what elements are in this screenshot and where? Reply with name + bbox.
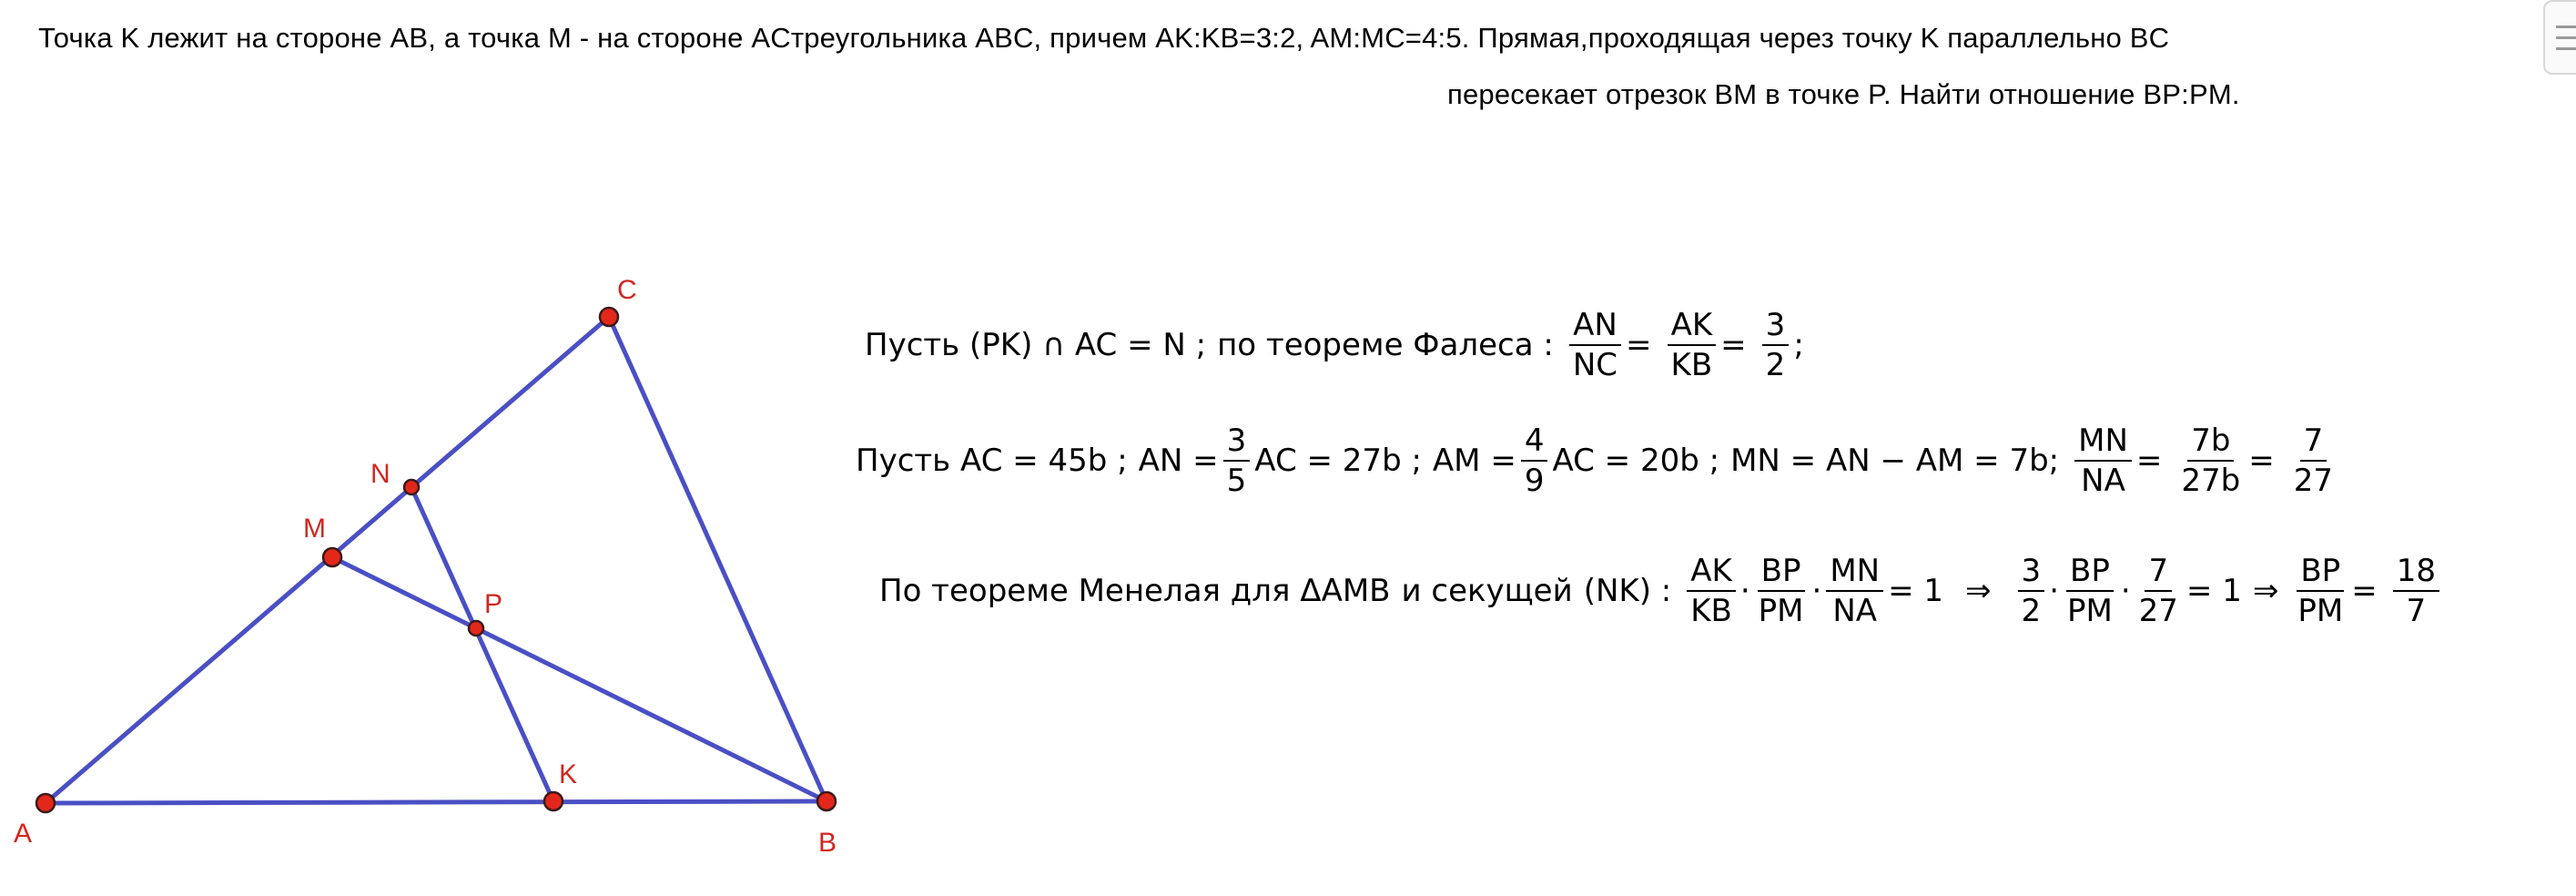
equals-sign: = <box>2351 573 2378 609</box>
dot-operator: · <box>1811 573 1822 609</box>
formula-text: По теореме Менелая для ΔAMB <box>879 573 1391 609</box>
fraction-7-27: $\frac{7}{27}$ <box>2138 553 2178 629</box>
formula-thales <box>865 306 1804 384</box>
fraction-ak-kb: $\frac{AK}{KB}$ <box>1687 552 1736 630</box>
label-p: P <box>484 589 503 619</box>
problem-text-line-1: Точка K лежит на стороне AB, а точка M - на стороне ACтреугольника ABC, причем AK:KB=3:2, AM:MC=4:5. Прямая,проходящая через точку K параллельно BC <box>38 22 2170 54</box>
point-b[interactable] <box>817 792 836 810</box>
fraction-ak-kb: $\frac{AK}{KB}$ <box>1668 306 1717 384</box>
point-a[interactable] <box>36 794 55 812</box>
label-m: M <box>303 514 326 544</box>
semicolon: ; <box>1793 327 1804 363</box>
equals-one: = 1 <box>1888 573 1944 609</box>
point-m[interactable] <box>323 548 341 566</box>
point-c[interactable] <box>600 308 618 326</box>
menu-icon-bar <box>2556 47 2576 50</box>
equals-one: = 1 <box>2186 573 2242 609</box>
point-k[interactable] <box>544 792 563 810</box>
point-n[interactable] <box>404 480 419 494</box>
fraction-3-2: $\frac{3}{2}$ <box>2018 552 2045 630</box>
fraction-bp-pm: $\frac{BP}{PM}$ <box>1758 553 1804 629</box>
triangle-diagram <box>0 0 874 896</box>
label-a: A <box>14 819 33 849</box>
fraction-bp-pm-result: $\frac{BP}{PM}$ <box>2297 553 2344 629</box>
menu-button[interactable] <box>2543 0 2576 75</box>
formula-text: AM = <box>1432 443 1516 479</box>
implies-arrow: ⇒ <box>2252 573 2279 609</box>
label-n: N <box>370 459 390 489</box>
equals-sign: = <box>2135 443 2163 479</box>
dot-operator: · <box>1739 573 1750 609</box>
equals-sign: = <box>1720 327 1747 363</box>
formula-text: и секущей <box>1401 573 1573 609</box>
formula-text: MN = AN − AM = 7b; <box>1730 443 2060 479</box>
segment-ab <box>46 801 827 803</box>
equals-sign: = <box>1626 327 1652 363</box>
menu-icon <box>2556 25 2576 28</box>
formula-text: (NK) : <box>1583 573 1672 609</box>
fraction-7-27: $\frac{7}{27}$ <box>2293 423 2334 499</box>
segment-bm <box>332 557 827 801</box>
formula-text: AC = 20b ; <box>1552 443 1720 479</box>
formula-lengths <box>856 422 2341 500</box>
dot-operator: · <box>2049 573 2059 609</box>
fraction-4-9: $\frac{4}{9}$ <box>1521 422 1548 500</box>
menu-icon-bar <box>2556 36 2576 39</box>
fraction-an-nc: $\frac{AN}{NC}$ <box>1569 306 1621 384</box>
segment-nk <box>411 487 553 801</box>
formula-text: AN = <box>1138 443 1219 479</box>
formula-text: AC = 27b ; <box>1254 443 1422 479</box>
fraction-mn-na: $\frac{MN}{NA}$ <box>1826 552 1883 630</box>
segment-bc <box>609 317 827 801</box>
fraction-18-7-answer: $\frac{18}{7}$ <box>2393 552 2439 630</box>
fraction-bp-pm: $\frac{BP}{PM}$ <box>2067 553 2113 629</box>
problem-text-line-2: пересекает отрезок BM в точке P. Найти отношение BP:PM. <box>1447 78 2240 110</box>
fraction-3-2: $\frac{3}{2}$ <box>1762 306 1790 384</box>
formula-text: по теореме Фалеса : <box>1217 327 1554 363</box>
formula-menelaus <box>879 552 2444 630</box>
fraction-7b-27b: $\frac{7b}{27b}$ <box>2181 423 2241 499</box>
fraction-3-5: $\frac{3}{5}$ <box>1223 422 1251 500</box>
point-p[interactable] <box>469 621 483 636</box>
fraction-mn-na: $\frac{MN}{NA}$ <box>2074 422 2132 500</box>
label-c: C <box>617 275 637 305</box>
formula-text: Пусть AC = 45b ; <box>856 443 1128 479</box>
implies-arrow: ⇒ <box>1965 573 1992 609</box>
label-b: B <box>818 828 837 858</box>
label-k: K <box>559 759 578 789</box>
equals-sign: = <box>2248 443 2275 479</box>
dot-operator: · <box>2120 573 2131 609</box>
formula-text: Пусть (PK) ∩ AC = N ; <box>865 327 1207 363</box>
